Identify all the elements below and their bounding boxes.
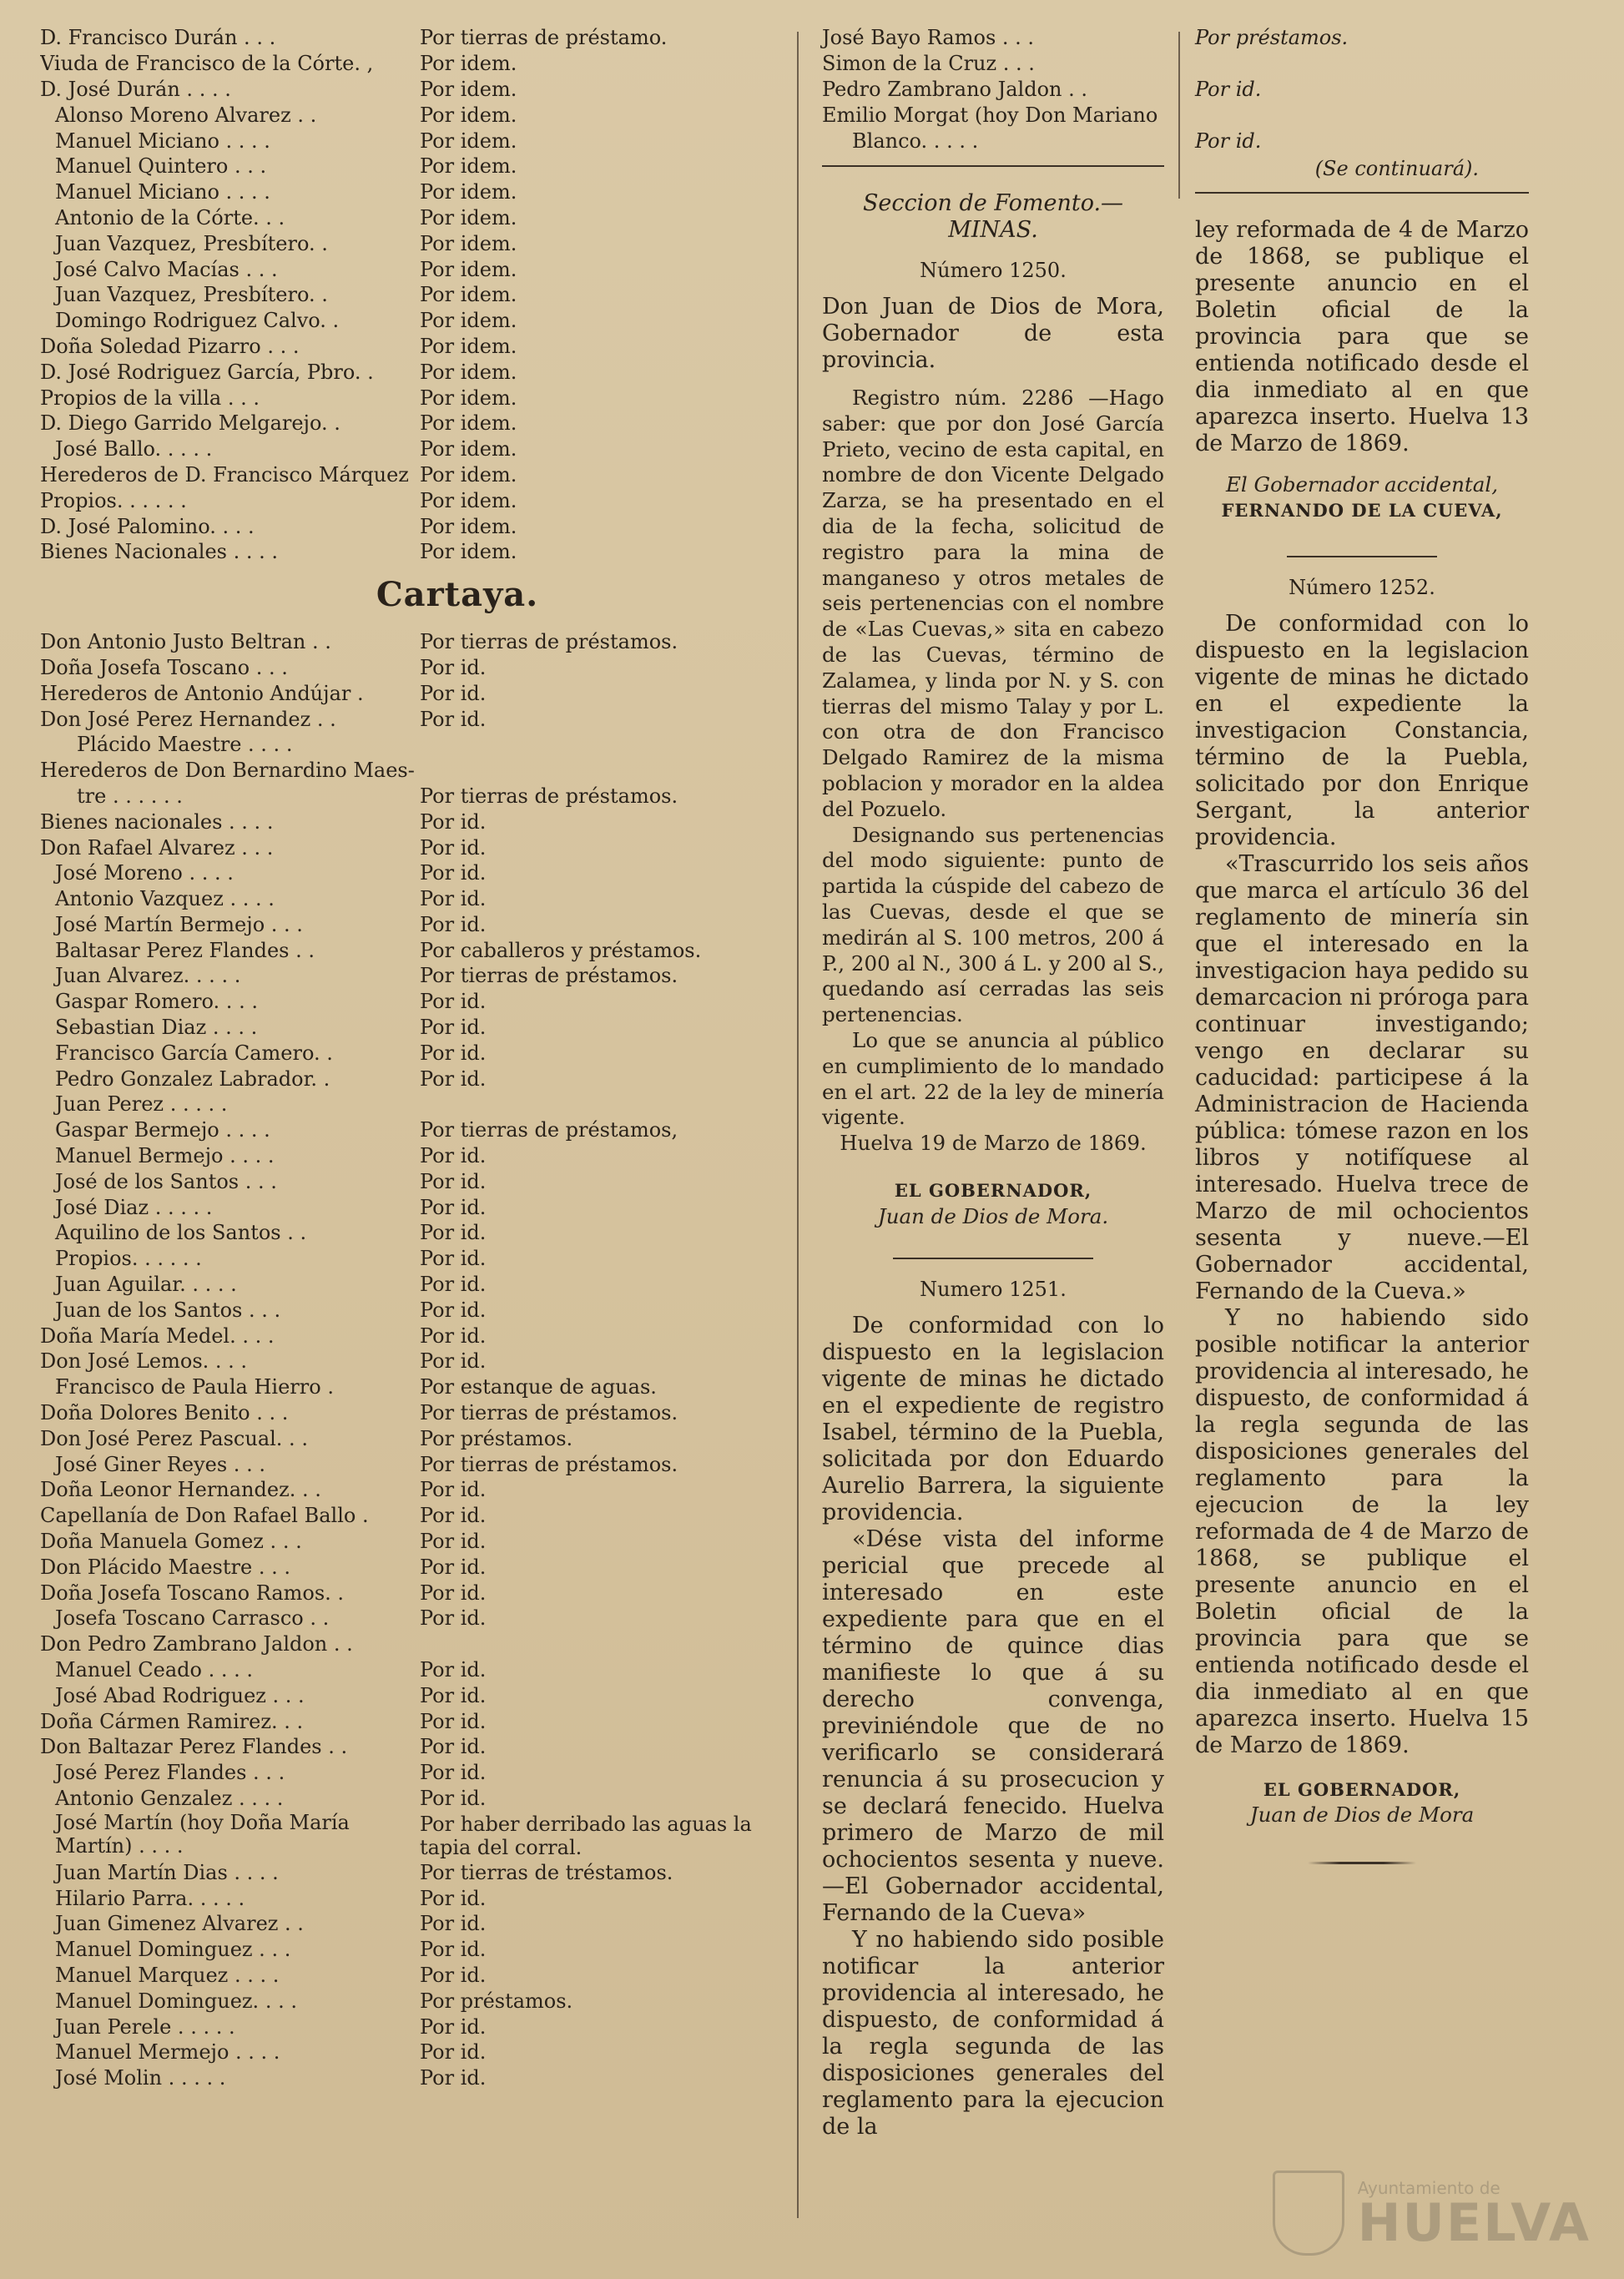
list-item <box>40 1297 774 1323</box>
entry-cause: Por tierras de tréstamos. <box>420 1860 673 1884</box>
entry-cause: Por id. <box>420 1298 487 1322</box>
entry-name: Doña Manuela Gomez . . . <box>40 1530 302 1554</box>
entry-cause: Por id. <box>420 2040 487 2065</box>
entry-name: Manuel Quintero . . . <box>55 154 267 179</box>
entry-name: D. José Durán . . . . <box>40 77 231 101</box>
city-shield-icon <box>1273 2171 1344 2256</box>
entry-name: Bienes nacionales . . . . <box>40 809 274 834</box>
list-item <box>40 1400 774 1426</box>
entry-cause: Por tierras de préstamo. <box>420 26 668 50</box>
entry-name: Juan Perele . . . . . <box>55 2014 235 2039</box>
entry-cause: Por idem. <box>420 283 517 307</box>
left-column <box>40 25 774 2091</box>
list-item <box>40 1811 774 1859</box>
list-item <box>40 1631 774 1657</box>
list-item <box>822 128 1164 154</box>
notice-1251-signer-title: El Gobernador accidental, <box>1226 471 1498 497</box>
notice-1250-title: Don Juan de Dios de Mora, Gobernador de esta provincia. <box>822 293 1164 373</box>
list-item <box>40 1092 774 1117</box>
entry-name: José Abad Rodriguez . . . <box>55 1683 305 1707</box>
entry-cause: Por préstamos. <box>420 1426 573 1450</box>
entry-name: Doña María Medel. . . . <box>40 1324 275 1348</box>
list-item <box>40 359 774 385</box>
entry-name: Antonio Vazquez . . . . <box>55 887 275 911</box>
list-item <box>40 1606 774 1631</box>
entry-cause: Por idem. <box>420 411 517 436</box>
entry-cause: Por id. <box>420 1886 487 1910</box>
list-item <box>40 308 774 334</box>
entry-name: Manuel Mermejo . . . . <box>55 2040 280 2065</box>
notice-1252-signer-title: EL GOBERNADOR, <box>1263 1778 1461 1800</box>
notice-1250-date: Huelva 19 de Marzo de 1869. <box>840 1131 1147 1156</box>
entry-cause: Por id. <box>420 1735 487 1759</box>
entry-name: Propios de la villa . . . <box>40 386 260 410</box>
entry-cause: Por id. <box>420 1581 487 1605</box>
separator-rule <box>822 165 1164 167</box>
entry-name: Pedro Gonzalez Labrador. . <box>55 1066 330 1091</box>
list-item <box>40 1911 774 1937</box>
entry-name: Antonio de la Córte. . . <box>55 205 285 229</box>
entry-name: D. Diego Garrido Melgarejo. . <box>40 411 340 436</box>
list-item <box>40 860 774 886</box>
notice-1250-para-1: Registro núm. 2286 —Hago saber: que por don José García Prieto, vecino de esta capital, en nombre de don Vicente Delgado Zarza, se ha presentado en el dia de la fecha, solicitud de registro para la mina de manganeso y otros metales de seis pertenencias con el nombre de «Las Cuevas,» sita en cabezo de las Cuevas, término de Zalamea, y linda por N. y S. con tierras del mismo Talay y por L. con otra de don Francisco Delgado Ramirez de la misma poblacion y morador en la aldea del Pozuelo. <box>822 385 1164 821</box>
entry-name: Doña Josefa Toscano Ramos. . <box>40 1581 345 1605</box>
separator-rule <box>1287 556 1437 557</box>
entry-name: Juan de los Santos . . . <box>55 1298 281 1322</box>
notice-1252-para-1: De conformidad con lo dispuesto en la legislacion vigente de minas he dictado en el expediente la investigacion Constancia, término de la Puebla, solicitado por don Enrique Sergant, la anterior providencia. <box>1195 610 1529 850</box>
entry-name: Alonso Moreno Alvarez . . <box>55 103 317 127</box>
list-item <box>40 1657 774 1683</box>
list-item <box>40 282 774 308</box>
list-item <box>40 732 774 758</box>
list-item <box>40 230 774 256</box>
list-item <box>40 680 774 706</box>
entry-cause: Por id. <box>420 1349 487 1374</box>
entry-name: Aquilino de los Santos . . <box>55 1221 307 1245</box>
entry-cause: Por id. <box>420 1273 487 1297</box>
entry-name: José Molin . . . . . <box>55 2066 226 2090</box>
entry-name: José de los Santos . . . <box>55 1169 277 1193</box>
entry-name: Don José Perez Pascual. . . <box>40 1426 308 1450</box>
entry-name: Hilario Parra. . . . . <box>55 1886 245 1910</box>
list-item <box>40 102 774 128</box>
entry-name: Juan Vazquez, Presbítero. . <box>55 231 328 255</box>
list-item <box>40 1554 774 1580</box>
list-item <box>40 834 774 860</box>
entry-cause: Por id. <box>420 1247 487 1271</box>
entry-cause: Por idem. <box>420 231 517 255</box>
entry-cause: Por idem. <box>420 334 517 358</box>
entry-name: Juan Perez . . . . . <box>55 1092 228 1117</box>
entry-name: Viuda de Francisco de la Córte. , <box>40 52 374 76</box>
list-item <box>40 1040 774 1066</box>
list-item <box>40 411 774 436</box>
entry-cause: Por idem. <box>420 154 517 179</box>
list-item <box>40 809 774 834</box>
entry-name: Don Plácido Maestre . . . <box>40 1555 290 1579</box>
entry-cause: Por id. <box>420 1144 487 1168</box>
list-item <box>40 2065 774 2091</box>
entry-cause: Por id. <box>420 835 487 860</box>
separator-rule <box>1195 192 1529 194</box>
middle-column <box>822 25 1164 2140</box>
entry-cause: Por id. <box>420 1658 487 1682</box>
entry-cause: Por id. <box>420 1195 487 1219</box>
entry-name: Baltasar Perez Flandes . . <box>55 938 315 962</box>
list-item <box>40 1477 774 1503</box>
entry-name: Juan Aguilar. . . . . <box>55 1273 237 1297</box>
list-item <box>40 1425 774 1451</box>
list-item <box>40 385 774 411</box>
entry-name: José Martín Bermejo . . . <box>55 912 303 936</box>
entry-cause: Por idem. <box>420 386 517 410</box>
notice-1251-para-3: Y no habiendo sido posible notificar la anterior providencia al interesado, he dispuesto, de conformidad á la regla segunda de las disposiciones generales del reglamento para la ejecucion de la <box>822 1927 1164 2140</box>
entry-cause: Por tierras de préstamos. <box>420 964 678 988</box>
entry-name: Propios. . . . . . <box>55 1247 202 1271</box>
list-item <box>40 154 774 179</box>
list-item <box>40 205 774 231</box>
separator-rule <box>893 1258 1093 1259</box>
entry-name: Domingo Rodriguez Calvo. . <box>55 309 340 333</box>
archive-watermark <box>1273 2171 1591 2256</box>
entry-name: Juan Martín Dias . . . . <box>55 1860 279 1884</box>
notice-1251-continuation: ley reformada de 4 de Marzo de 1868, se publique el presente anuncio en el Boletin oficial de la provincia para que se entienda notificado desde el dia inmediato al en que aparezca inserto. Huelva 13 de Marzo de 1869. <box>1195 216 1529 456</box>
entry-cause: Por idem. <box>420 77 517 101</box>
entry-name: José Martín (hoy Doña María Martín) . . . . <box>55 1811 350 1858</box>
entry-cause: Por idem. <box>420 462 517 487</box>
entry-name: Gaspar Romero. . . . <box>55 990 258 1014</box>
entry-cause: Por idem. <box>420 205 517 229</box>
entry-name: D. José Rodriguez García, Pbro. . <box>40 360 374 384</box>
list-item <box>40 539 774 565</box>
list-item <box>40 912 774 938</box>
notice-1250-para-3: Lo que se anuncia al público en cumplimiento de lo mandado en el art. 22 de la ley de minería vigente. <box>822 1027 1164 1130</box>
entry-name: Emilio Morgat (hoy Don Mariano <box>822 103 1158 127</box>
entry-name: Manuel Bermejo . . . . <box>55 1144 275 1168</box>
list-item <box>40 758 774 784</box>
entry-cause: Por caballeros y préstamos. <box>420 938 702 962</box>
notice-number-1250: Número 1250. <box>920 258 1067 282</box>
column-divider-left <box>797 32 799 2218</box>
entry-cause: Por id. <box>420 1041 487 1065</box>
beneficiary-list <box>40 25 774 565</box>
entry-cause: Por id. <box>420 1963 487 1987</box>
entry-name: Juan Alvarez. . . . . <box>55 964 241 988</box>
entry-name: D. José Palomino. . . . <box>40 514 255 538</box>
entry-cause: Por tierras de préstamos. <box>420 1401 678 1425</box>
entry-name: Gaspar Bermejo . . . . <box>55 1118 270 1142</box>
entry-name: Don Rafael Alvarez . . . <box>40 835 274 860</box>
list-item <box>40 436 774 462</box>
continued-list <box>822 25 1164 154</box>
list-item <box>40 655 774 681</box>
entry-cause: Por id. <box>420 2066 487 2090</box>
entry-cause: Por id. <box>420 809 487 834</box>
list-item <box>40 784 774 809</box>
entry-name: Juan Vazquez, Presbítero. . <box>55 283 328 307</box>
entry-cause: Por id. <box>420 1683 487 1707</box>
list-item <box>40 462 774 488</box>
entry-cause: Por id. <box>420 1912 487 1936</box>
entry-cause: Por idem. <box>420 437 517 461</box>
list-item <box>40 1988 774 2014</box>
entry-name: D. Francisco Durán . . . <box>40 26 276 50</box>
entry-cause: Por idem. <box>420 180 517 204</box>
entry-cause: Por haber derribado las aguas la tapia del corral. <box>420 1813 752 1860</box>
entry-cause: Por idem. <box>420 103 517 127</box>
entry-cause: Por id. <box>420 1530 487 1554</box>
entry-name: José Ballo. . . . . <box>55 437 213 461</box>
list-item <box>40 886 774 912</box>
list-item <box>40 1194 774 1220</box>
entry-name: Manuel Ceado . . . . <box>55 1658 254 1682</box>
entry-name: Manuel Miciano . . . . <box>55 180 270 204</box>
entry-cause: Por id. <box>1195 77 1262 101</box>
list-item <box>822 102 1164 128</box>
list-item <box>40 1143 774 1169</box>
entry-cause: Por id. <box>420 990 487 1014</box>
notice-1252-para-2: «Trascurrido los seis años que marca el artículo 36 del reglamento de minería sin que el interesado en la investigacion haya pedido su demarcacion ni próroga para continuar investigando; vengo en declarar su caducidad: participese á la Administracion de Hacienda pública: tómese razon en los libros y notifíquese al interesado. Huelva trece de Marzo de mil ochocientos sesenta y nueve.—El Gobernador accidental, Fernando de la Cueva.» <box>1195 850 1529 1304</box>
list-item <box>40 1451 774 1477</box>
entry-name: Bienes Nacionales . . . . <box>40 540 278 564</box>
entry-cause: Por id. <box>420 1555 487 1579</box>
list-item <box>40 334 774 360</box>
entry-name: José Calvo Macías . . . <box>55 257 278 281</box>
entry-name: Francisco García Camero. . <box>55 1041 333 1065</box>
list-item <box>40 1786 774 1812</box>
list-item <box>40 256 774 282</box>
entry-cause <box>1195 51 1529 77</box>
notice-1252-para-3: Y no habiendo sido posible notificar la anterior providencia al interesado, he dispuesto, de conformidad á la regla segunda de las disposiciones generales del reglamento para la ejecucion de la ley reformada de 4 de Marzo de 1868, se publique el presente anuncio en el Boletin oficial de la provincia para que se entienda notificado desde el dia inmediato al en que aparezca inserto. Huelva 15 de Marzo de 1869. <box>1195 1304 1529 1758</box>
list-item <box>40 2014 774 2040</box>
list-item <box>40 1708 774 1734</box>
list-item <box>40 1760 774 1786</box>
notice-1251-para-2: «Dése vista del informe pericial que precede al interesado en este expediente para que en el término de quince dias manifieste lo que á su derecho convenga, previniéndole que de no verificarlo se considerará renuncia á su prosecucion y se declará fenecido. Huelva primero de Marzo de mil ochocientos sesenta y nueve.—El Gobernador accidental, Fernando de la Cueva» <box>822 1526 1164 1927</box>
entry-cause: Por estanque de aguas. <box>420 1375 657 1399</box>
list-item <box>40 1885 774 1911</box>
entry-name: Don José Perez Hernandez . . <box>40 707 336 731</box>
entry-name: Doña Cármen Ramirez. . . <box>40 1709 304 1733</box>
entry-name: tre . . . . . . <box>77 784 183 808</box>
right-column <box>1195 25 1529 1898</box>
entry-name: José Diaz . . . . . <box>55 1195 213 1219</box>
entry-cause: Por préstamos. <box>420 1989 573 2013</box>
notice-number-1251: Numero 1251. <box>920 1278 1067 1302</box>
list-item <box>40 25 774 51</box>
list-item <box>40 1580 774 1606</box>
cartaya-list <box>40 629 774 2091</box>
notice-1251-signer-name: FERNANDO DE LA CUEVA, <box>1221 499 1503 521</box>
entry-cause: Por idem. <box>420 360 517 384</box>
list-item <box>40 1374 774 1400</box>
continued-note: (Se continuará). <box>1314 156 1479 180</box>
entry-name: Doña Leonor Hernandez. . . <box>40 1478 321 1502</box>
end-ornament <box>1308 1862 1416 1864</box>
entry-name: Don Pedro Zambrano Jaldon . . <box>40 1632 353 1656</box>
entry-cause: Por tierras de préstamos. <box>420 1452 678 1476</box>
entry-name: Manuel Miciano . . . . <box>55 129 270 153</box>
notice-1250-signer-name: Juan de Dios de Mora. <box>877 1203 1109 1228</box>
list-item <box>40 128 774 154</box>
entry-cause: Por id. <box>420 1938 487 1962</box>
entry-cause: Por id. <box>420 861 487 885</box>
entry-name: José Moreno . . . . <box>55 861 234 885</box>
list-item <box>822 77 1164 103</box>
entry-cause: Por idem. <box>420 488 517 512</box>
notice-1250-para-2: Designando sus pertenencias del modo siguiente: punto de partida la cúspide del cabezo de las Cuevas, desde el que se medirán al S. 100 metros, 200 á P., 200 al N., 300 á L. y 200 al S., quedando así cerradas las seis pertenencias. <box>822 822 1164 1027</box>
watermark-line-2: HUELVA <box>1357 2192 1591 2253</box>
entry-cause: Por id. <box>420 1478 487 1502</box>
list-item <box>40 1349 774 1374</box>
entry-cause: Por id. <box>420 1786 487 1810</box>
entry-name: Don José Lemos. . . . <box>40 1349 248 1374</box>
list-item <box>40 1529 774 1555</box>
cartaya-heading: Cartaya. <box>376 574 539 614</box>
notice-1252-signer-name: Juan de Dios de Mora <box>1249 1803 1475 1828</box>
list-item <box>40 706 774 732</box>
list-item <box>40 1272 774 1298</box>
entry-name: Francisco de Paula Hierro . <box>55 1375 334 1399</box>
list-item <box>40 1503 774 1529</box>
entry-name: Herederos de D. Francisco Márquez <box>40 462 409 487</box>
list-item <box>40 1066 774 1092</box>
list-item <box>40 1323 774 1349</box>
notice-1251-para-1: De conformidad con lo dispuesto en la legislacion vigente de minas he dictado en el expediente de registro Isabel, término de la Puebla, solicitada por don Eduardo Aurelio Barrera, la siguiente providencia. <box>822 1313 1164 1526</box>
entry-cause: Por id. <box>420 1169 487 1193</box>
entry-cause: Por tierras de préstamos, <box>420 1118 678 1142</box>
list-item <box>822 51 1164 77</box>
entry-name: Blanco. . . . . <box>852 129 979 153</box>
entry-name: Pedro Zambrano Jaldon . . <box>822 77 1087 101</box>
entry-cause: Por idem. <box>420 514 517 538</box>
list-item <box>40 937 774 963</box>
entry-name: Don Baltazar Perez Flandes . . <box>40 1735 348 1759</box>
entry-name: Manuel Dominguez . . . <box>55 1938 291 1962</box>
entry-cause: Por id. <box>420 655 487 679</box>
list-item <box>40 513 774 539</box>
list-item <box>40 1220 774 1246</box>
notice-number-1252: Número 1252. <box>1289 575 1435 599</box>
entry-name: Doña Soledad Pizarro . . . <box>40 334 300 358</box>
list-item <box>40 1859 774 1885</box>
list-item <box>40 989 774 1015</box>
entry-cause: Por id. <box>420 1504 487 1528</box>
list-item <box>40 1682 774 1708</box>
list-item <box>40 179 774 205</box>
entry-cause: Por tierras de préstamos. <box>420 630 678 654</box>
entry-name: José Perez Flandes . . . <box>55 1761 285 1785</box>
entry-cause: Por id. <box>420 1606 487 1631</box>
entry-name: Sebastian Diaz . . . . <box>55 1016 258 1040</box>
list-item <box>40 51 774 77</box>
entry-cause: Por préstamos. <box>1195 26 1349 50</box>
entry-cause: Por id. <box>420 1709 487 1733</box>
watermark-line-1: Ayuntamiento de <box>1357 2178 1500 2198</box>
list-item <box>40 1963 774 1989</box>
list-item <box>40 1937 774 1963</box>
entry-name: Manuel Marquez . . . . <box>55 1963 280 1987</box>
entry-name: Doña Josefa Toscano . . . <box>40 655 288 679</box>
entry-name: Manuel Dominguez. . . . <box>55 1989 297 2013</box>
section-heading: Seccion de Fomento.— MINAS. <box>862 189 1124 243</box>
entry-name: Capellanía de Don Rafael Ballo . <box>40 1504 369 1528</box>
entry-cause <box>1195 102 1529 128</box>
entry-name: Herederos de Antonio Andújar . <box>40 681 364 705</box>
notice-1250-signer-title: EL GOBERNADOR, <box>894 1179 1092 1201</box>
entry-cause: Por id. <box>420 1016 487 1040</box>
entry-cause: Por id. <box>420 1221 487 1245</box>
list-item <box>40 1015 774 1041</box>
entry-name: Simon de la Cruz . . . <box>822 52 1035 76</box>
entry-name: Don Antonio Justo Beltran . . <box>40 630 331 654</box>
entry-cause: Por idem. <box>420 129 517 153</box>
entry-name: José Giner Reyes . . . <box>55 1452 265 1476</box>
list-item <box>822 25 1164 51</box>
entry-cause: Por id. <box>420 2014 487 2039</box>
entry-cause: Por id. <box>1195 129 1262 153</box>
list-item <box>40 487 774 513</box>
entry-cause: Por id. <box>420 1066 487 1091</box>
entry-cause: Por tierras de préstamos. <box>420 784 678 808</box>
entry-name: Doña Dolores Benito . . . <box>40 1401 289 1425</box>
list-item <box>40 77 774 103</box>
entry-cause: Por id. <box>420 707 487 731</box>
list-item <box>40 629 774 655</box>
entry-name: Josefa Toscano Carrasco . . <box>55 1606 330 1631</box>
entry-name: Propios. . . . . . <box>40 488 187 512</box>
entry-cause: Por id. <box>420 912 487 936</box>
entry-cause: Por idem. <box>420 309 517 333</box>
list-item <box>40 1168 774 1194</box>
entry-name: Plácido Maestre . . . . <box>77 733 293 757</box>
list-item <box>40 963 774 989</box>
entry-name: Juan Gimenez Alvarez . . <box>55 1912 304 1936</box>
entry-cause: Por id. <box>420 681 487 705</box>
entry-cause: Por id. <box>420 1761 487 1785</box>
entry-name: José Bayo Ramos . . . <box>822 26 1035 50</box>
entry-cause: Por idem. <box>420 52 517 76</box>
list-item <box>40 1246 774 1272</box>
entry-name: Antonio Genzalez . . . . <box>55 1786 284 1810</box>
list-item <box>40 1117 774 1143</box>
entry-cause: Por idem. <box>420 540 517 564</box>
entry-name: Herederos de Don Bernardino Maes- <box>40 759 415 783</box>
entry-cause: Por idem. <box>420 257 517 281</box>
list-item <box>40 1734 774 1760</box>
entry-cause: Por id. <box>420 1324 487 1348</box>
list-item <box>40 2040 774 2065</box>
entry-cause: Por id. <box>420 887 487 911</box>
